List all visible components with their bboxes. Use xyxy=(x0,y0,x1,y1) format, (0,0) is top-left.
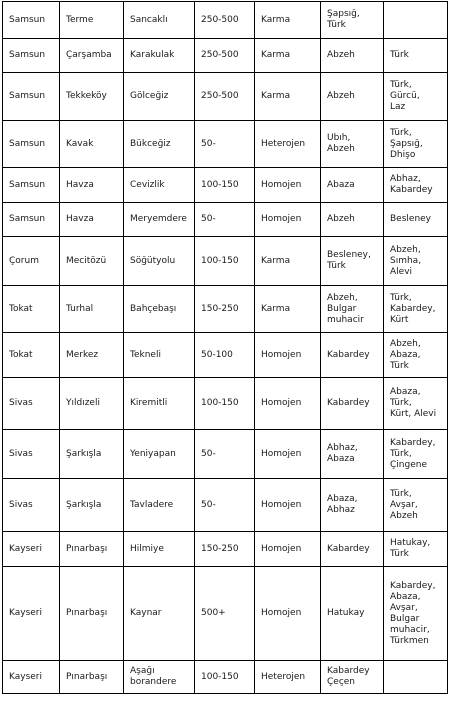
other-groups-cell: Türk, Şapsığ, Dhişo xyxy=(384,121,448,168)
composition-cell: Karma xyxy=(255,286,321,333)
province-cell: Samsun xyxy=(3,168,60,203)
household-count-cell: 500+ xyxy=(195,567,255,661)
composition-cell: Homojen xyxy=(255,430,321,479)
main-group-cell: Kabardey Çeçen xyxy=(321,661,384,694)
composition-cell: Karma xyxy=(255,73,321,121)
other-groups-cell: Türk, Avşar, Abzeh xyxy=(384,479,448,532)
other-groups-cell: Hatukay, Türk xyxy=(384,532,448,567)
village-cell: Karakulak xyxy=(124,39,195,73)
other-groups-cell: Abzeh, Sımha, Alevi xyxy=(384,237,448,286)
district-cell: Çarşamba xyxy=(60,39,124,73)
composition-cell: Homojen xyxy=(255,333,321,378)
household-count-cell: 100-150 xyxy=(195,661,255,694)
other-groups-cell: Kabardey, Türk, Çingene xyxy=(384,430,448,479)
household-count-cell: 50- xyxy=(195,203,255,237)
village-cell: Söğütyolu xyxy=(124,237,195,286)
village-cell: Meryemdere xyxy=(124,203,195,237)
composition-cell: Homojen xyxy=(255,567,321,661)
province-cell: Tokat xyxy=(3,333,60,378)
composition-cell: Karma xyxy=(255,237,321,286)
province-cell: Samsun xyxy=(3,121,60,168)
village-cell: Gölceğiz xyxy=(124,73,195,121)
village-cell: Tekneli xyxy=(124,333,195,378)
table-row xyxy=(3,203,448,237)
household-count-cell: 50-100 xyxy=(195,333,255,378)
village-cell: Kiremitli xyxy=(124,378,195,430)
district-cell: Kavak xyxy=(60,121,124,168)
table-row xyxy=(3,378,448,430)
village-cell: Kaynar xyxy=(124,567,195,661)
district-cell: Mecitözü xyxy=(60,237,124,286)
settlement-table-body xyxy=(3,2,448,694)
household-count-cell: 250-500 xyxy=(195,2,255,39)
composition-cell: Karma xyxy=(255,39,321,73)
composition-cell: Heterojen xyxy=(255,121,321,168)
district-cell: Pınarbaşı xyxy=(60,532,124,567)
main-group-cell: Besleney, Türk xyxy=(321,237,384,286)
main-group-cell: Abaza, Abhaz xyxy=(321,479,384,532)
village-cell: Yeniyapan xyxy=(124,430,195,479)
table-row xyxy=(3,121,448,168)
village-cell: Cevizlik xyxy=(124,168,195,203)
province-cell: Sivas xyxy=(3,430,60,479)
other-groups-cell: Abaza, Türk, Kürt, Alevi xyxy=(384,378,448,430)
table-row xyxy=(3,430,448,479)
district-cell: Turhal xyxy=(60,286,124,333)
household-count-cell: 100-150 xyxy=(195,237,255,286)
main-group-cell: Abzeh xyxy=(321,39,384,73)
district-cell: Terme xyxy=(60,2,124,39)
province-cell: Samsun xyxy=(3,203,60,237)
table-row xyxy=(3,661,448,694)
composition-cell: Karma xyxy=(255,2,321,39)
household-count-cell: 100-150 xyxy=(195,378,255,430)
main-group-cell: Abzeh xyxy=(321,203,384,237)
other-groups-cell: Türk, Kabardey, Kürt xyxy=(384,286,448,333)
composition-cell: Homojen xyxy=(255,532,321,567)
household-count-cell: 50- xyxy=(195,121,255,168)
main-group-cell: Hatukay xyxy=(321,567,384,661)
composition-cell: Homojen xyxy=(255,203,321,237)
composition-cell: Heterojen xyxy=(255,661,321,694)
table-row xyxy=(3,333,448,378)
district-cell: Merkez xyxy=(60,333,124,378)
main-group-cell: Kabardey xyxy=(321,333,384,378)
composition-cell: Homojen xyxy=(255,168,321,203)
household-count-cell: 250-500 xyxy=(195,39,255,73)
village-cell: Sancaklı xyxy=(124,2,195,39)
main-group-cell: Kabardey xyxy=(321,532,384,567)
composition-cell: Homojen xyxy=(255,479,321,532)
district-cell: Havza xyxy=(60,203,124,237)
district-cell: Pınarbaşı xyxy=(60,661,124,694)
household-count-cell: 150-250 xyxy=(195,286,255,333)
province-cell: Çorum xyxy=(3,237,60,286)
table-row xyxy=(3,237,448,286)
other-groups-cell: Türk xyxy=(384,39,448,73)
village-cell: Hilmiye xyxy=(124,532,195,567)
other-groups-cell: Besleney xyxy=(384,203,448,237)
table-row xyxy=(3,532,448,567)
table-row xyxy=(3,567,448,661)
household-count-cell: 100-150 xyxy=(195,168,255,203)
main-group-cell: Abzeh xyxy=(321,73,384,121)
province-cell: Samsun xyxy=(3,39,60,73)
other-groups-cell xyxy=(384,2,448,39)
settlement-table xyxy=(2,1,448,694)
province-cell: Kayseri xyxy=(3,567,60,661)
province-cell: Samsun xyxy=(3,2,60,39)
other-groups-cell: Türk, Gürcü, Laz xyxy=(384,73,448,121)
province-cell: Kayseri xyxy=(3,532,60,567)
main-group-cell: Abhaz, Abaza xyxy=(321,430,384,479)
district-cell: Tekkeköy xyxy=(60,73,124,121)
village-cell: Bükceğiz xyxy=(124,121,195,168)
other-groups-cell: Kabardey, Abaza, Avşar, Bulgar muhacir, Türkmen xyxy=(384,567,448,661)
table-row xyxy=(3,2,448,39)
main-group-cell: Abzeh, Bulgar muhacir xyxy=(321,286,384,333)
district-cell: Şarkışla xyxy=(60,479,124,532)
household-count-cell: 150-250 xyxy=(195,532,255,567)
main-group-cell: Şapsığ, Türk xyxy=(321,2,384,39)
province-cell: Tokat xyxy=(3,286,60,333)
composition-cell: Homojen xyxy=(255,378,321,430)
village-cell: Tavladere xyxy=(124,479,195,532)
main-group-cell: Abaza xyxy=(321,168,384,203)
province-cell: Sivas xyxy=(3,479,60,532)
district-cell: Havza xyxy=(60,168,124,203)
table-row xyxy=(3,39,448,73)
district-cell: Yıldızeli xyxy=(60,378,124,430)
district-cell: Pınarbaşı xyxy=(60,567,124,661)
other-groups-cell: Abzeh, Abaza, Türk xyxy=(384,333,448,378)
district-cell: Şarkışla xyxy=(60,430,124,479)
main-group-cell: Kabardey xyxy=(321,378,384,430)
main-group-cell: Ubıh, Abzeh xyxy=(321,121,384,168)
other-groups-cell xyxy=(384,661,448,694)
table-row xyxy=(3,286,448,333)
province-cell: Sivas xyxy=(3,378,60,430)
table-row xyxy=(3,73,448,121)
household-count-cell: 50- xyxy=(195,479,255,532)
table-row xyxy=(3,479,448,532)
table-row xyxy=(3,168,448,203)
other-groups-cell: Abhaz, Kabardey xyxy=(384,168,448,203)
village-cell: Aşağı borandere xyxy=(124,661,195,694)
province-cell: Samsun xyxy=(3,73,60,121)
household-count-cell: 250-500 xyxy=(195,73,255,121)
village-cell: Bahçebaşı xyxy=(124,286,195,333)
household-count-cell: 50- xyxy=(195,430,255,479)
province-cell: Kayseri xyxy=(3,661,60,694)
